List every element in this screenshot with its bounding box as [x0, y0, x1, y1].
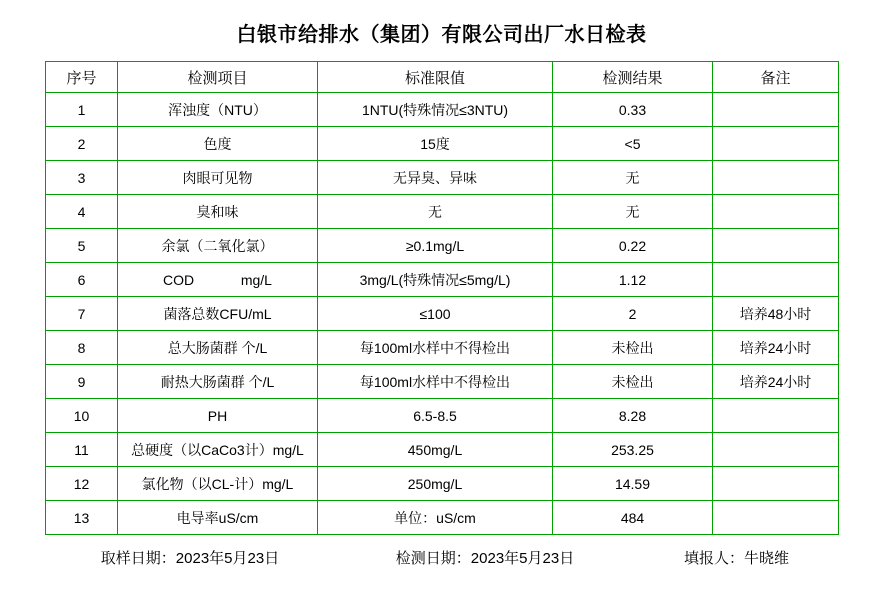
cell-result: 484 [553, 501, 713, 535]
cell-result: 未检出 [553, 365, 713, 399]
cell-item: PH [118, 399, 318, 433]
table-row [46, 331, 839, 365]
column-header-no: 序号 [46, 62, 118, 93]
cell-remark: 培养24小时 [713, 331, 839, 365]
cell-no: 8 [46, 331, 118, 365]
cell-limit: 每100ml水样中不得检出 [318, 365, 553, 399]
cell-item: 总硬度（以CaCo3计）mg/L [118, 433, 318, 467]
cell-remark [713, 467, 839, 501]
table-row [46, 399, 839, 433]
cell-result: 无 [553, 161, 713, 195]
table-row [46, 297, 839, 331]
cell-item: 总大肠菌群 个/L [118, 331, 318, 365]
cell-item: COD mg/L [118, 263, 318, 297]
cell-limit: ≤100 [318, 297, 553, 331]
table-row [46, 195, 839, 229]
table-row [46, 127, 839, 161]
table-row [46, 93, 839, 127]
cell-no: 12 [46, 467, 118, 501]
table-header-row [46, 62, 839, 93]
cell-item: 色度 [118, 127, 318, 161]
cell-remark [713, 195, 839, 229]
table-header [46, 62, 839, 93]
cell-remark [713, 433, 839, 467]
cell-limit: 250mg/L [318, 467, 553, 501]
cell-remark [713, 93, 839, 127]
cell-remark [713, 399, 839, 433]
cell-result: 2 [553, 297, 713, 331]
page-title: 白银市给排水（集团）有限公司出厂水日检表 [236, 24, 647, 46]
cell-item: 余氯（二氧化氯） [118, 229, 318, 263]
sampling-date: 取样日期：2023年5月23日 [100, 550, 280, 567]
table-row [46, 229, 839, 263]
cell-no: 13 [46, 501, 118, 535]
table-row [46, 433, 839, 467]
cell-result: 1.12 [553, 263, 713, 297]
table-row [46, 161, 839, 195]
cell-remark [713, 263, 839, 297]
cell-no: 2 [46, 127, 118, 161]
cell-result: 14.59 [553, 467, 713, 501]
cell-limit: 6.5-8.5 [318, 399, 553, 433]
cell-result: 0.33 [553, 93, 713, 127]
cell-result: 未检出 [553, 331, 713, 365]
table-row [46, 501, 839, 535]
cell-no: 10 [46, 399, 118, 433]
cell-no: 6 [46, 263, 118, 297]
column-header-item: 检测项目 [118, 62, 318, 93]
cell-no: 9 [46, 365, 118, 399]
cell-remark [713, 501, 839, 535]
table-row [46, 263, 839, 297]
water-quality-table [45, 61, 839, 535]
table-body [46, 93, 839, 535]
cell-item: 肉眼可见物 [118, 161, 318, 195]
cell-result: <5 [553, 127, 713, 161]
report-footer [0, 535, 883, 568]
cell-remark [713, 161, 839, 195]
cell-item: 浑浊度（NTU） [118, 93, 318, 127]
cell-result: 253.25 [553, 433, 713, 467]
cell-remark [713, 127, 839, 161]
testing-date: 检测日期：2023年5月23日 [395, 550, 575, 567]
cell-no: 7 [46, 297, 118, 331]
cell-limit: ≥0.1mg/L [318, 229, 553, 263]
cell-limit: 单位：uS/cm [318, 501, 553, 535]
cell-limit: 450mg/L [318, 433, 553, 467]
cell-result: 无 [553, 195, 713, 229]
cell-item: 氯化物（以CL-计）mg/L [118, 467, 318, 501]
cell-item: 耐热大肠菌群 个/L [118, 365, 318, 399]
cell-remark [713, 229, 839, 263]
cell-limit: 3mg/L(特殊情况≤5mg/L) [318, 263, 553, 297]
column-header-result: 检测结果 [553, 62, 713, 93]
cell-no: 11 [46, 433, 118, 467]
cell-item: 臭和味 [118, 195, 318, 229]
cell-no: 1 [46, 93, 118, 127]
cell-limit: 每100ml水样中不得检出 [318, 331, 553, 365]
column-header-remark: 备注 [713, 62, 839, 93]
column-header-limit: 标准限值 [318, 62, 553, 93]
cell-item: 菌落总数CFU/mL [118, 297, 318, 331]
report-table-container [0, 61, 883, 535]
cell-limit: 无 [318, 195, 553, 229]
cell-no: 3 [46, 161, 118, 195]
cell-limit: 无异臭、异味 [318, 161, 553, 195]
cell-item: 电导率uS/cm [118, 501, 318, 535]
reporter-name: 填报人：牛晓维 [683, 550, 789, 567]
cell-result: 8.28 [553, 399, 713, 433]
cell-no: 5 [46, 229, 118, 263]
cell-result: 0.22 [553, 229, 713, 263]
cell-remark: 培养48小时 [713, 297, 839, 331]
table-row [46, 365, 839, 399]
table-row [46, 467, 839, 501]
cell-no: 4 [46, 195, 118, 229]
cell-remark: 培养24小时 [713, 365, 839, 399]
cell-limit: 1NTU(特殊情况≤3NTU) [318, 93, 553, 127]
cell-limit: 15度 [318, 127, 553, 161]
